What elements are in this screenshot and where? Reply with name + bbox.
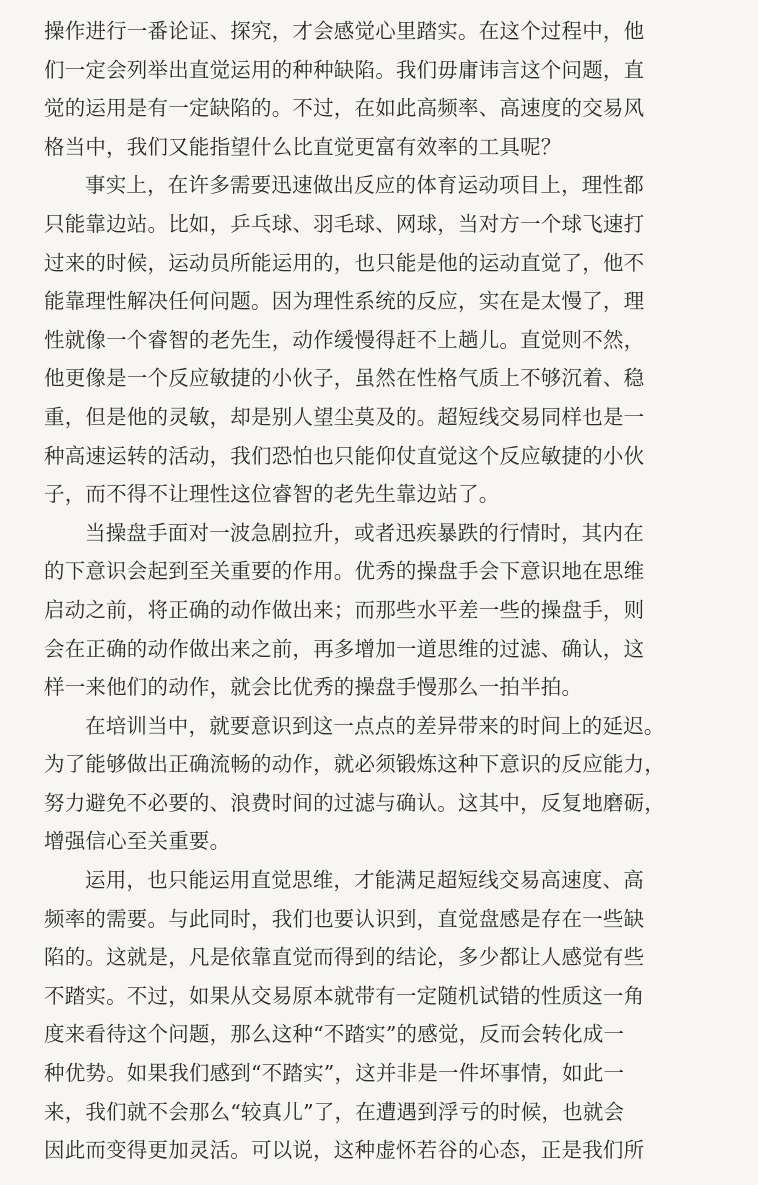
text-line: 不踏实。不过，如果从交易原本就带有一定随机试错的性质这一角	[44, 983, 645, 1008]
text-line: 运用，也只能运用直觉思维，才能满足超短线交易高速度、高	[85, 868, 644, 893]
text-line: 性就像一个睿智的老先生，动作缓慢得赶不上趟儿。直觉则不然，	[44, 327, 645, 352]
text-line: 会在正确的动作做出来之前，再多增加一道思维的过滤、确认，这	[44, 636, 645, 661]
text-line: 种优势。如果我们感到“不踏实”，这并非是一件坏事情，如此一	[44, 1061, 625, 1086]
text-line: 过来的时候，运动员所能运用的，也只能是他的运动直觉了，他不	[44, 250, 645, 275]
paragraph-3	[44, 514, 734, 707]
text-line: 努力避免不必要的、浪费时间的过滤与确认。这其中，反复地磨砺，	[44, 790, 665, 815]
text-line: 的下意识会起到至关重要的作用。优秀的操盘手会下意识地在思维	[44, 559, 645, 584]
text-line: 样一来他们的动作，就会比优秀的操盘手慢那么一拍半拍。	[44, 675, 583, 700]
text-line: 因此而变得更加灵活。可以说，这种虚怀若谷的心态，正是我们所	[44, 1138, 645, 1163]
text-line: 来，我们就不会那么“较真儿”了，在遭遇到浮亏的时候，也就会	[44, 1099, 625, 1124]
paragraph-5	[44, 861, 734, 1170]
text-line: 陷的。这就是，凡是依靠直觉而得到的结论，多少都让人感觉有些	[44, 945, 645, 970]
text-line: 能靠理性解决任何问题。因为理性系统的反应，实在是太慢了，理	[44, 289, 645, 314]
text-line: 种高速运转的活动，我们恐怕也只能仰仗直觉这个反应敏捷的小伙	[44, 443, 645, 468]
text-line: 度来看待这个问题，那么这种“不踏实”的感觉，反而会转化成一	[44, 1022, 625, 1047]
text-line: 频率的需要。与此同时，我们也要认识到，直觉盘感是存在一些缺	[44, 906, 645, 931]
text-line: 他更像是一个反应敏捷的小伙子，虽然在性格气质上不够沉着、稳	[44, 366, 645, 391]
text-line: 增强信心至关重要。	[44, 829, 231, 854]
text-line: 操作进行一番论证、探究，才会感觉心里踏实。在这个过程中，他	[44, 19, 645, 43]
text-line: 当操盘手面对一波急剧拉升，或者迅疾暴跌的行情时，其内在	[85, 520, 644, 545]
text-line: 为了能够做出正确流畅的动作，就必须锻炼这种下意识的反应能力，	[44, 752, 665, 777]
text-line: 子，而不得不让理性这位睿智的老先生靠边站了。	[44, 482, 500, 507]
text-line: 觉的运用是有一定缺陷的。不过，在如此高频率、高速度的交易风	[44, 96, 645, 121]
text-line: 只能靠边站。比如，乒乓球、羽毛球、网球，当对方一个球飞速打	[44, 211, 645, 236]
paragraph-2	[44, 166, 734, 513]
text-line: 们一定会列举出直觉运用的种种缺陷。我们毋庸讳言这个问题，直	[44, 57, 645, 82]
text-line: 重，但是他的灵敏，却是别人望尘莫及的。超短线交易同样也是一	[44, 404, 645, 429]
text-line: 启动之前，将正确的动作做出来；而那些水平差一些的操盘手，则	[44, 597, 645, 622]
text-line: 格当中，我们又能指望什么比直觉更富有效率的工具呢？	[44, 134, 562, 159]
paragraph-1	[44, 12, 734, 166]
text-line: 在培训当中，就要意识到这一点点的差异带来的时间上的延迟。	[85, 713, 665, 738]
text-line: 事实上，在许多需要迅速做出反应的体育运动项目上，理性都	[85, 173, 644, 198]
paragraph-4	[44, 707, 734, 861]
